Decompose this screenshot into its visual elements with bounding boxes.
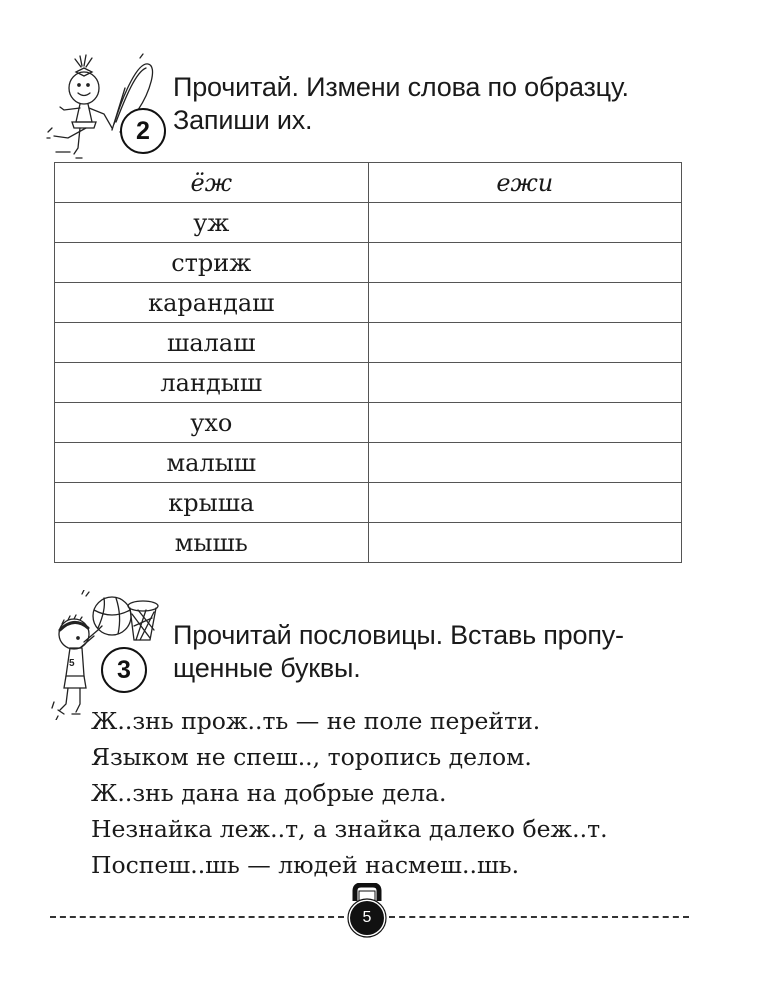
- answer-cell[interactable]: [368, 523, 681, 563]
- table-row: [55, 323, 682, 363]
- table-row: [55, 443, 682, 483]
- instruction-line: Запиши их.: [173, 105, 313, 135]
- page-number: 5: [362, 909, 372, 926]
- table-row: [55, 523, 682, 563]
- word-cell: стриж: [55, 243, 369, 283]
- word-cell: ухо: [55, 403, 369, 443]
- table-row: [55, 283, 682, 323]
- table-row: [55, 363, 682, 403]
- table-row: [55, 243, 682, 283]
- footer-divider-left: [50, 916, 344, 918]
- proverb-line: Ж..знь прож..ть — не поле перейти.: [91, 707, 541, 735]
- answer-cell[interactable]: [368, 243, 681, 283]
- instruction-line: Прочитай. Измени слова по образцу.: [173, 72, 629, 102]
- column-header-singular: ёж: [55, 163, 369, 203]
- task-instruction: [173, 619, 624, 685]
- table-row: [55, 203, 682, 243]
- proverb-list: [91, 703, 608, 883]
- instruction-line: щенные буквы.: [173, 653, 361, 683]
- word-cell: малыш: [55, 443, 369, 483]
- svg-text:5: 5: [69, 658, 75, 669]
- answer-cell[interactable]: [368, 323, 681, 363]
- table-row: [55, 483, 682, 523]
- footer-divider-right: [389, 916, 689, 918]
- boy-playing-basketball-icon: [46, 590, 161, 720]
- word-cell: мышь: [55, 523, 369, 563]
- answer-cell[interactable]: [368, 483, 681, 523]
- table-header-row: [55, 163, 682, 203]
- answer-cell[interactable]: [368, 203, 681, 243]
- task-number-badge: [120, 108, 166, 154]
- word-cell: крыша: [55, 483, 369, 523]
- word-cell: ландыш: [55, 363, 369, 403]
- table-row: [55, 403, 682, 443]
- instruction-line: Прочитай пословицы. Вставь пропу-: [173, 620, 624, 650]
- answer-cell[interactable]: [368, 403, 681, 443]
- task-instruction: [173, 71, 629, 137]
- column-header-plural: ежи: [368, 163, 681, 203]
- answer-cell[interactable]: [368, 363, 681, 403]
- word-transformation-table: [54, 162, 682, 563]
- proverb-line: Ж..знь дана на добрые дела.: [91, 779, 447, 807]
- proverb-line: Языком не спеш.., торопись делом.: [91, 743, 532, 771]
- task-number: 3: [117, 655, 131, 684]
- answer-cell[interactable]: [368, 443, 681, 483]
- answer-cell[interactable]: [368, 283, 681, 323]
- proverb-line: Поспеш..шь — людей насмеш..шь.: [91, 851, 520, 879]
- task-number-badge: [101, 647, 147, 693]
- word-cell: карандаш: [55, 283, 369, 323]
- word-cell: уж: [55, 203, 369, 243]
- proverb-line: Незнайка леж..т, а знайка далеко беж..т.: [91, 815, 608, 843]
- task-number: 2: [136, 116, 150, 145]
- word-cell: шалаш: [55, 323, 369, 363]
